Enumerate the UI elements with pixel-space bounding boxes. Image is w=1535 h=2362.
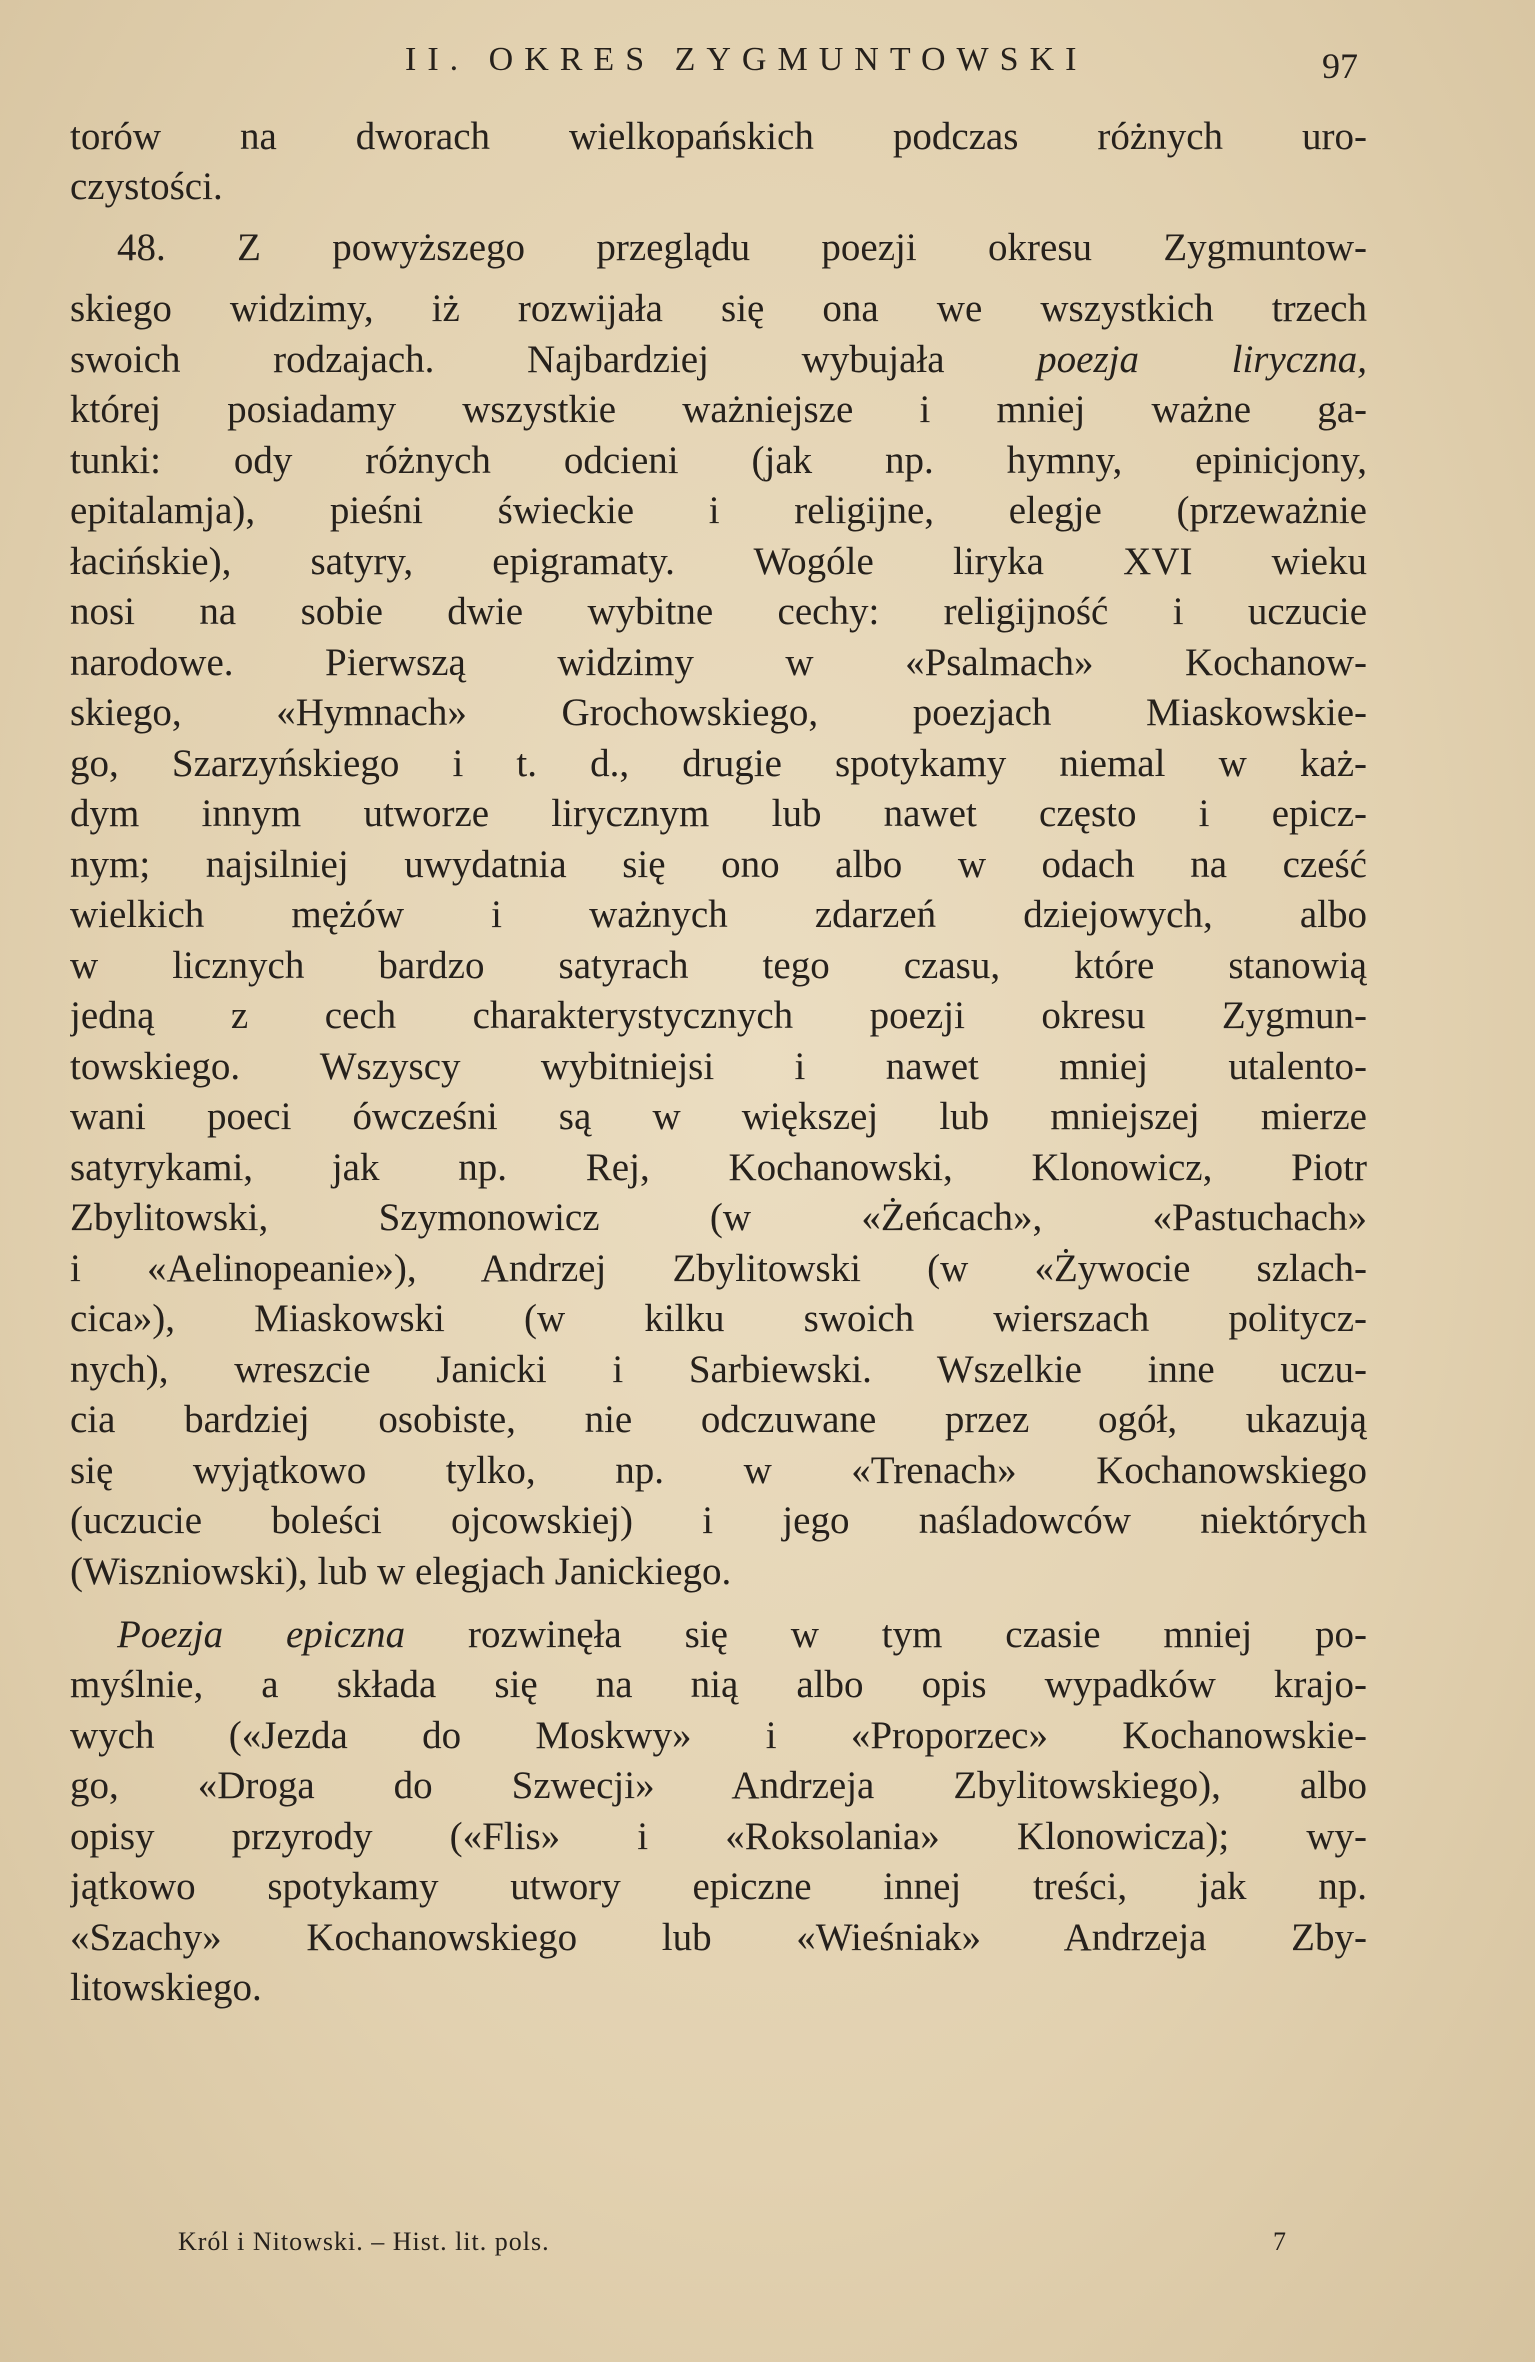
text-line: nym; najsilniej uwydatnia się ono albo w odach na cześć — [70, 843, 1367, 886]
text-line: się wyjątkowo tylko, np. w «Trenach» Kochanowskiego — [70, 1449, 1367, 1492]
text-line: satyrykami, jak np. Rej, Kochanowski, Klonowicz, Piotr — [70, 1146, 1367, 1189]
text-line: epitalamja), pieśni świeckie i religijne, elegje (przeważnie — [70, 489, 1367, 532]
text-line: czystości. — [70, 165, 223, 208]
text-span: rozwinęła się w tym czasie mniej po- — [405, 1613, 1367, 1656]
text-line: wielkich mężów i ważnych zdarzeń dziejowych, albo — [70, 893, 1367, 936]
text-line: w licznych bardzo satyrach tego czasu, które stanowią — [70, 944, 1367, 987]
text-line: wani poeci ówcześni są w większej lub mniejszej mierze — [70, 1095, 1367, 1138]
text-line: (Wiszniowski), lub w elegjach Janickiego. — [70, 1550, 732, 1593]
text-line — [70, 335, 1367, 385]
text-line: nych), wreszcie Janicki i Sarbiewski. Wszelkie inne uczu- — [70, 1348, 1367, 1391]
text-line: cia bardziej osobiste, nie odczuwane przez ogół, ukazują — [70, 1398, 1367, 1441]
text-line: (uczucie boleści ojcowskiej) i jego naśladowców niektórych — [70, 1499, 1367, 1542]
sheet-mark: 7 — [1273, 2227, 1286, 2256]
emphasis-poezja-liryczna: poezja liryczna, — [1037, 338, 1367, 381]
text-line: skiego, «Hymnach» Grochowskiego, poezjach Miaskowskie- — [70, 691, 1367, 734]
text-line: i «Aelinopeanie»), Andrzej Zbylitowski (w «Żywocie szlach- — [70, 1247, 1367, 1290]
emphasis-poezja-epiczna: Poezja epiczna — [117, 1613, 406, 1656]
text-line: skiego widzimy, iż rozwijała się ona we wszystkich trzech — [70, 287, 1367, 330]
text-line: nosi na sobie dwie wybitne cechy: religijność i uczucie — [70, 590, 1367, 633]
signature-line: Król i Nitowski. – Hist. lit. pols. — [178, 2227, 550, 2256]
text-line: jedną z cech charakterystycznych poezji okresu Zygmun- — [70, 994, 1367, 1037]
page-number: 97 — [1322, 46, 1358, 86]
text-line: go, Szarzyńskiego i t. d., drugie spotykamy niemal w każ- — [70, 742, 1367, 785]
text-line: litowskiego. — [70, 1966, 262, 2009]
text-line: torów na dworach wielkopańskich podczas różnych uro- — [70, 115, 1367, 158]
text-line: tunki: ody różnych odcieni (jak np. hymny, epinicjony, — [70, 439, 1367, 482]
text-line: myślnie, a składa się na nią albo opis wypadków krajo- — [70, 1663, 1367, 1706]
text-line: «Szachy» Kochanowskiego lub «Wieśniak» Andrzeja Zby- — [70, 1916, 1367, 1959]
paragraph-poezja-epiczna-start — [117, 1610, 1367, 1660]
text-line: wych («Jezda do Moskwy» i «Proporzec» Kochanowskie- — [70, 1714, 1367, 1757]
text-line: Zbylitowski, Szymonowicz (w «Żeńcach», «Pastuchach» — [70, 1196, 1367, 1239]
text-line: jątkowo spotykamy utwory epiczne innej treści, jak np. — [70, 1865, 1367, 1908]
text-line: towskiego. Wszyscy wybitniejsi i nawet mniej utalento- — [70, 1045, 1367, 1088]
text-span: swoich rodzajach. Najbardziej wybujała — [70, 338, 1038, 381]
text-line: łacińskie), satyry, epigramaty. Wogóle liryka XVI wieku — [70, 540, 1367, 583]
text-line: opisy przyrody («Flis» i «Roksolania» Klonowicza); wy- — [70, 1815, 1367, 1858]
text-line: dym innym utworze lirycznym lub nawet często i epicz- — [70, 792, 1367, 835]
section-48-start: 48. Z powyższego przeglądu poezji okresu Zygmuntow- — [117, 226, 1367, 269]
text-line: której posiadamy wszystkie ważniejsze i mniej ważne ga- — [70, 388, 1367, 431]
text-line: go, «Droga do Szwecji» Andrzeja Zbylitowskiego), albo — [70, 1764, 1367, 1807]
text-line: cica»), Miaskowski (w kilku swoich wierszach politycz- — [70, 1297, 1367, 1340]
text-line: narodowe. Pierwszą widzimy w «Psalmach» Kochanow- — [70, 641, 1367, 684]
running-head: II. OKRES ZYGMUNTOWSKI — [405, 41, 1088, 78]
